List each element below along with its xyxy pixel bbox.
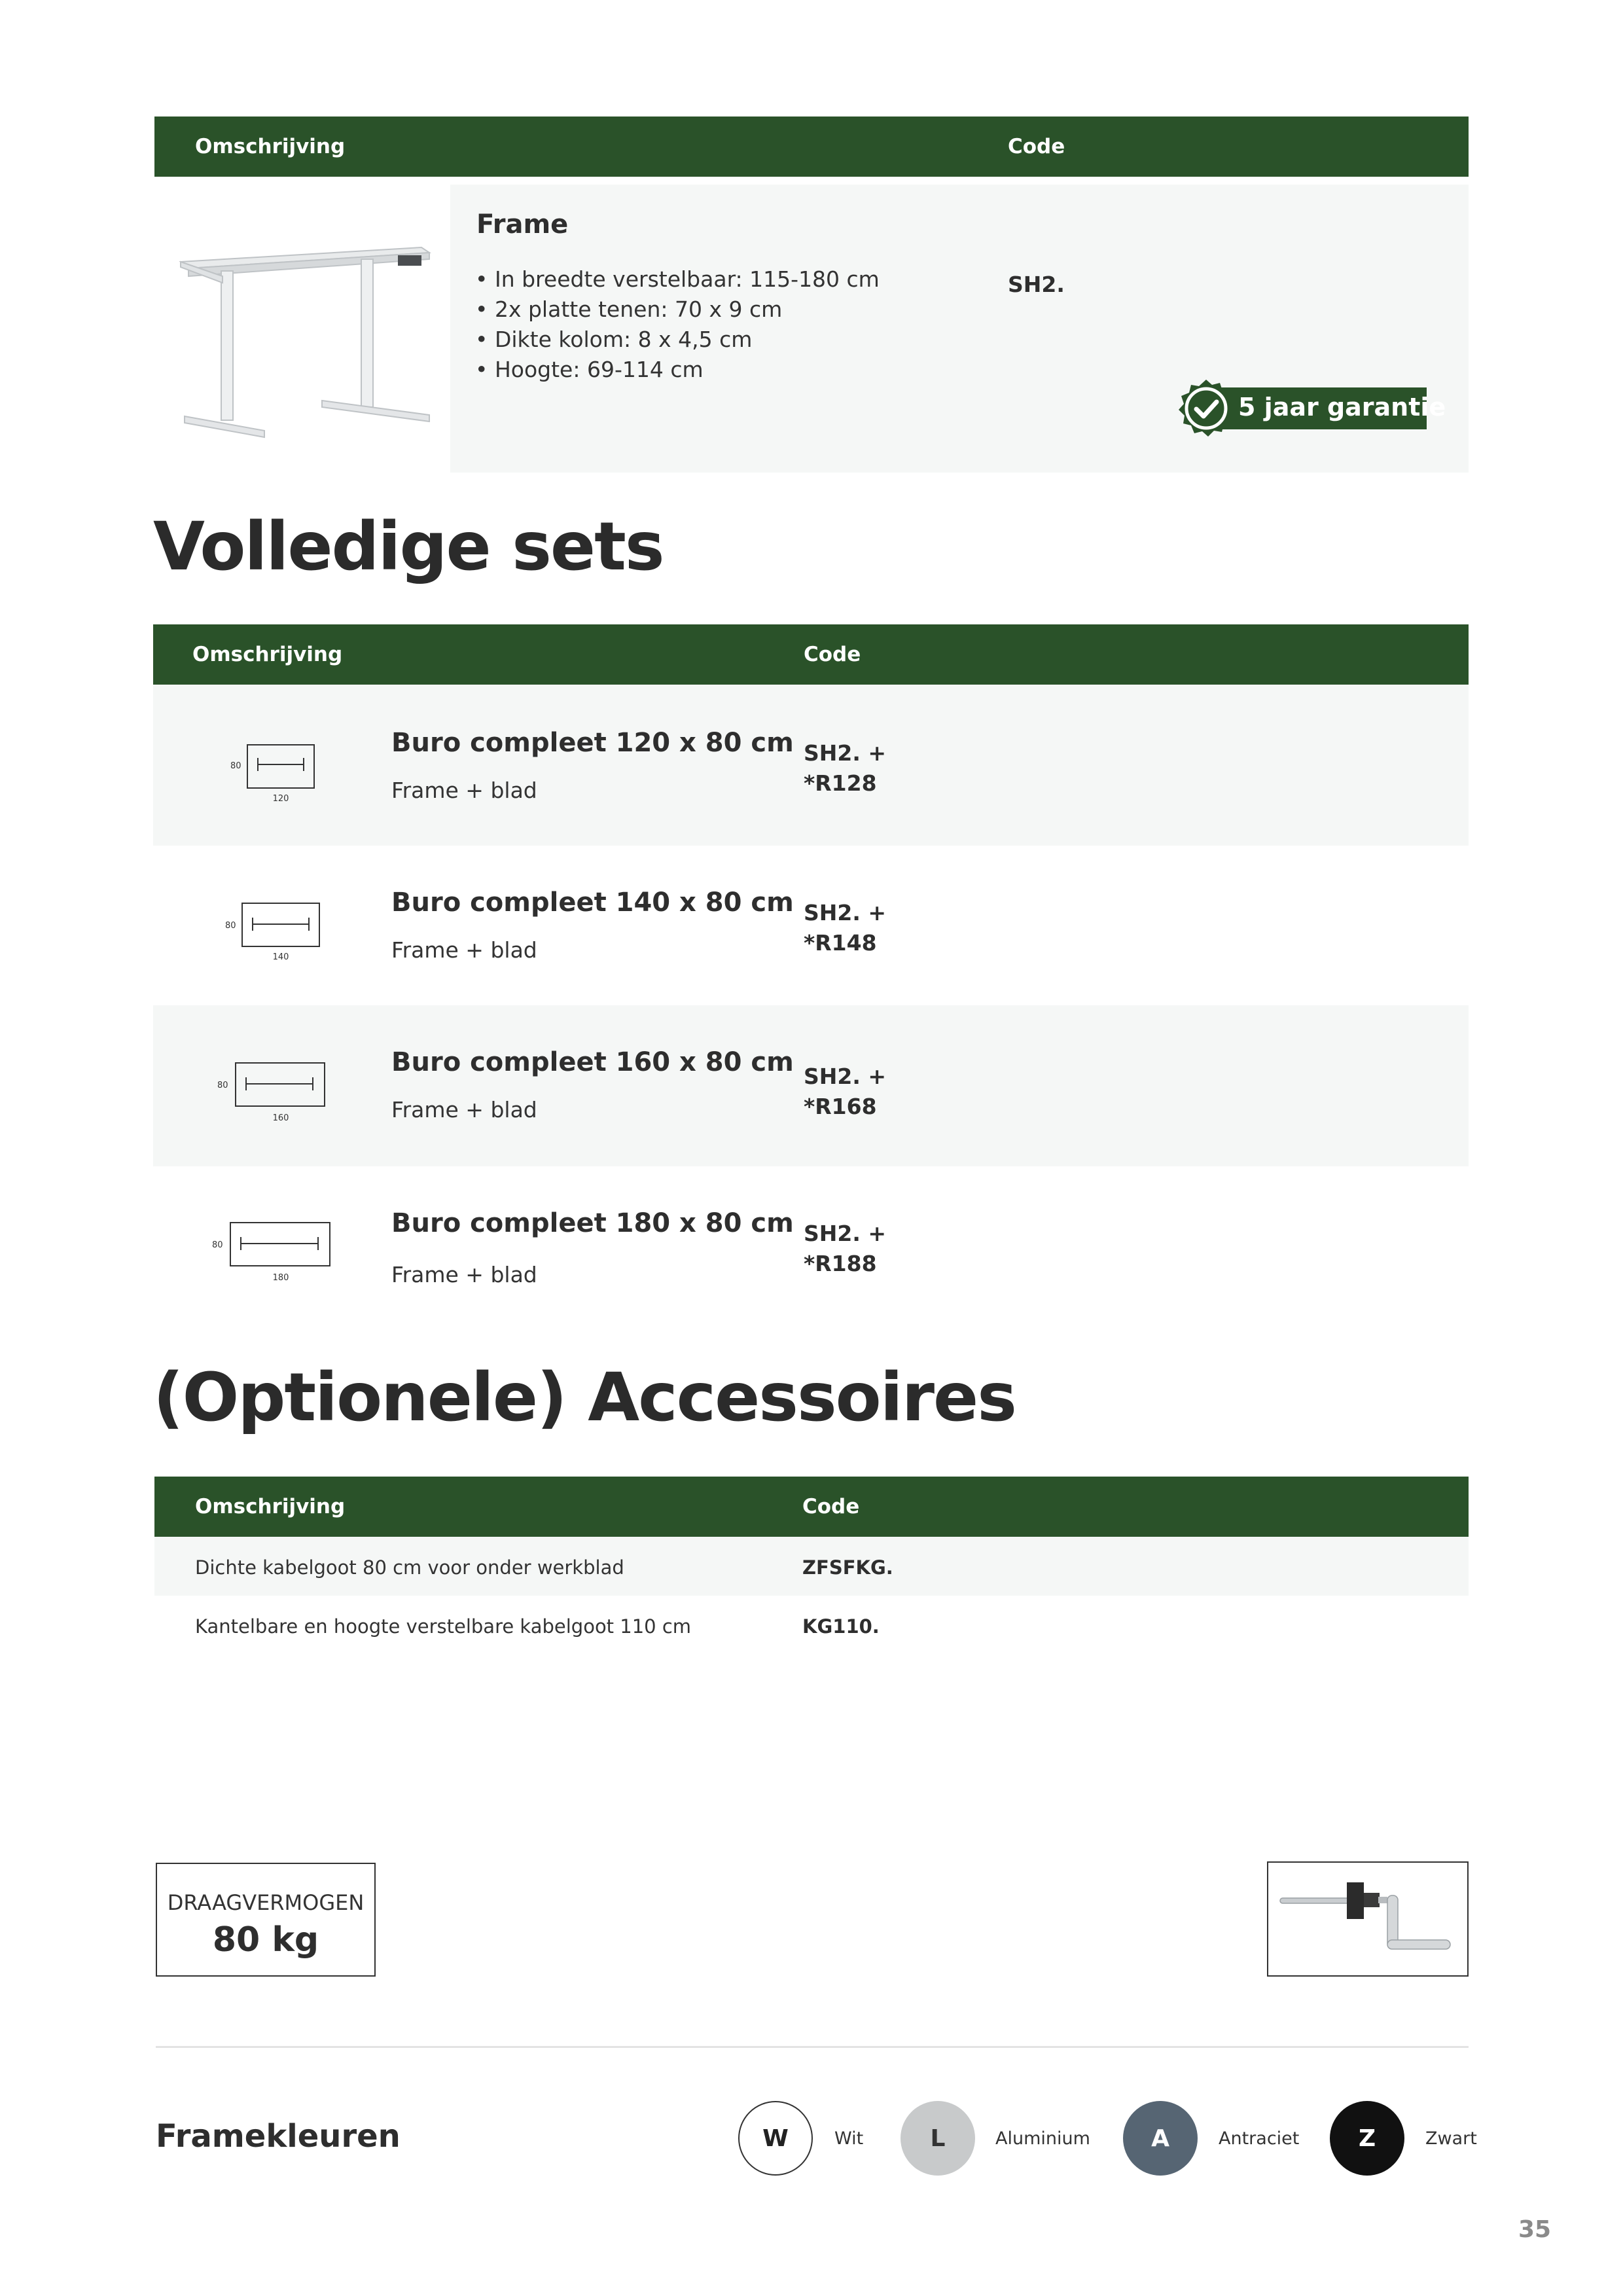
crank-image-box [1267, 1861, 1469, 1977]
color-swatch-black[interactable] [1330, 2101, 1404, 2176]
dimension-depth: 80 [217, 1081, 228, 1090]
frame-spec-item: • In breedte verstelbaar: 115-180 cm [475, 264, 880, 295]
hand-crank-icon [1268, 1863, 1467, 1975]
dimension-width: 120 [272, 794, 289, 804]
set-name: Buro compleet 120 x 80 cm [391, 728, 794, 758]
set-name: Buro compleet 160 x 80 cm [391, 1047, 794, 1077]
swatch-letter: W [762, 2125, 789, 2152]
set-sub: Frame + blad [391, 1262, 537, 1287]
set-code-line: *R188 [804, 1251, 877, 1276]
accessory-code: KG110. [802, 1615, 880, 1638]
frame-col-desc: Omschrijving [195, 135, 346, 158]
set-code-line: SH2. + [804, 1064, 887, 1089]
dimension-depth: 80 [230, 761, 241, 771]
page-number: 35 [1518, 2216, 1552, 2243]
sets-title: Volledige sets [153, 508, 664, 586]
swatch-letter: A [1151, 2125, 1169, 2152]
capacity-value: 80 kg [212, 1920, 319, 1960]
frame-spec-item: • 2x platte tenen: 70 x 9 cm [475, 295, 880, 325]
frame-image [154, 185, 450, 473]
set-code [804, 1219, 886, 1279]
accessories-title: (Optionele) Accessoires [153, 1359, 1016, 1437]
accessory-desc: Dichte kabelgoot 80 cm voor onder werkblad [195, 1556, 624, 1579]
frame-name: Frame [476, 209, 569, 240]
frame-colors-title: Framekleuren [156, 2118, 401, 2155]
color-swatch-anthracite[interactable] [1123, 2101, 1198, 2176]
set-code [804, 1062, 886, 1122]
frame-spec-item: • Dikte kolom: 8 x 4,5 cm [475, 325, 880, 355]
dimension-depth: 80 [225, 921, 236, 931]
set-code-line: *R128 [804, 770, 877, 796]
desk-dimension-icon [216, 1052, 347, 1131]
accessory-desc: Kantelbare en hoogte verstelbare kabelgoot 110 cm [195, 1615, 692, 1638]
accessories-table-header [154, 1477, 1469, 1537]
desk-dimension-icon [216, 733, 347, 812]
guarantee-badge [1175, 378, 1446, 440]
frame-table-header [154, 117, 1469, 177]
frame-spec-list [475, 264, 880, 385]
dimension-width: 180 [272, 1273, 289, 1283]
frame-code: SH2. [1008, 272, 1065, 297]
check-seal-icon [1175, 378, 1237, 440]
set-code [804, 738, 886, 798]
guarantee-label: 5 jaar garantie [1238, 393, 1446, 422]
swatch-label-white: Wit [834, 2128, 864, 2149]
set-sub: Frame + blad [391, 937, 537, 963]
frame-col-code: Code [1008, 135, 1065, 158]
swatch-label-anthracite: Antraciet [1219, 2128, 1300, 2149]
sets-table-header [153, 624, 1469, 685]
color-swatch-white[interactable] [738, 2101, 813, 2176]
swatch-label-aluminium: Aluminium [995, 2128, 1090, 2149]
desk-dimension-icon [209, 1212, 347, 1291]
set-code-line: SH2. + [804, 740, 887, 766]
sets-col-code: Code [804, 643, 861, 666]
dimension-depth: 80 [212, 1240, 223, 1250]
set-code-line: SH2. + [804, 900, 887, 925]
accessory-code: ZFSFKG. [802, 1556, 893, 1579]
sets-col-desc: Omschrijving [192, 643, 343, 666]
color-swatch-aluminium[interactable] [901, 2101, 975, 2176]
capacity-box [156, 1863, 376, 1977]
dimension-width: 140 [272, 952, 289, 962]
set-sub: Frame + blad [391, 1097, 537, 1122]
desk-dimension-icon [216, 893, 347, 971]
swatch-label-black: Zwart [1425, 2128, 1477, 2149]
set-name: Buro compleet 180 x 80 cm [391, 1208, 794, 1238]
set-code [804, 898, 886, 958]
dimension-width: 160 [272, 1113, 289, 1123]
set-code-line: SH2. + [804, 1221, 887, 1246]
section-divider [156, 2046, 1469, 2048]
set-code-line: *R168 [804, 1094, 877, 1119]
set-name: Buro compleet 140 x 80 cm [391, 888, 794, 918]
swatch-letter: L [930, 2125, 946, 2152]
accessories-col-code: Code [802, 1495, 860, 1518]
set-sub: Frame + blad [391, 778, 537, 803]
accessories-col-desc: Omschrijving [195, 1495, 346, 1518]
capacity-label: DRAAGVERMOGEN [167, 1890, 365, 1915]
swatch-letter: Z [1358, 2125, 1376, 2152]
frame-spec-item: • Hoogte: 69-114 cm [475, 355, 880, 385]
set-code-line: *R148 [804, 930, 877, 956]
